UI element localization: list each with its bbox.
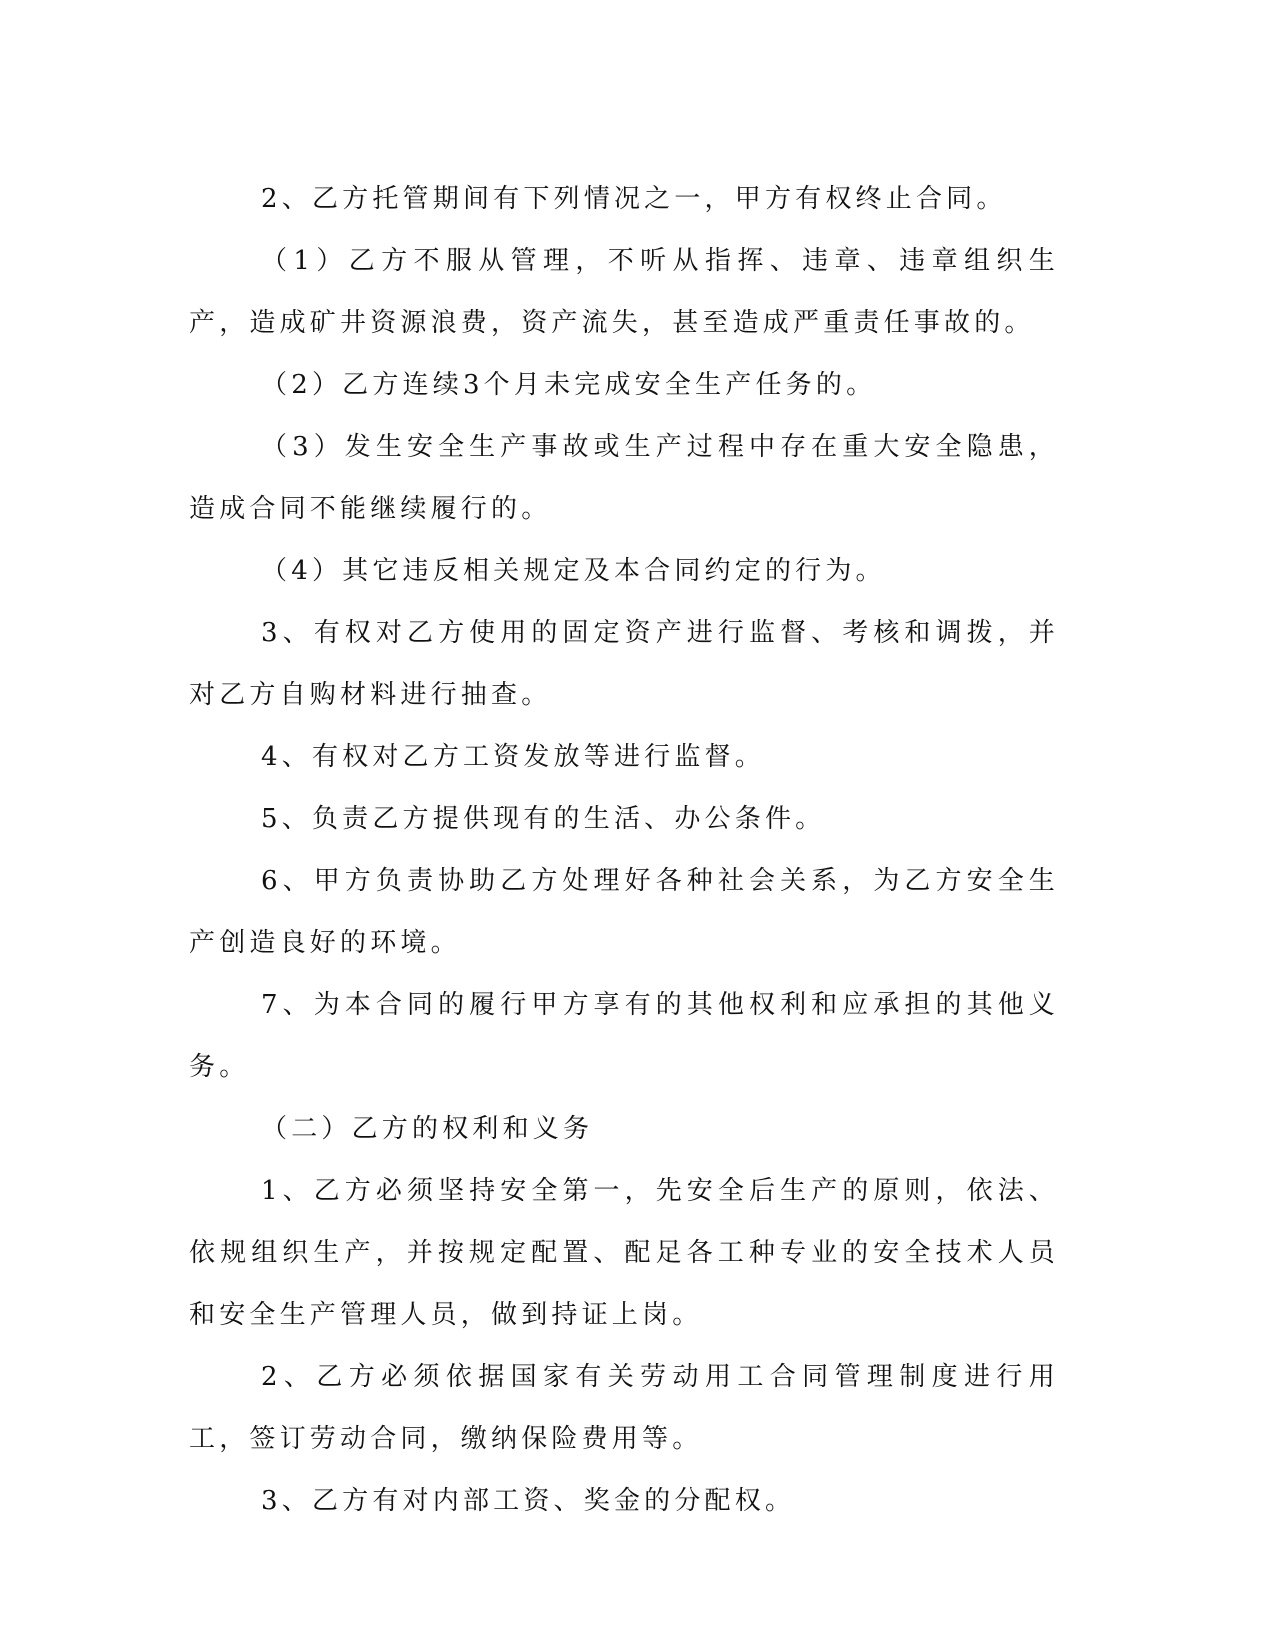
paragraph-asset-supervision: 3、有权对乙方使用的固定资产进行监督、考核和调拨，并对乙方自购材料进行抽查。 <box>189 618 1059 710</box>
paragraph-other-rights-obligations: 7、为本合同的履行甲方享有的其他权利和应承担的其他义务。 <box>189 990 1059 1082</box>
paragraph-wage-supervision: 4、有权对乙方工资发放等进行监督。 <box>261 742 765 772</box>
paragraph-item-3-safety-accident: （3）发生安全生产事故或生产过程中存在重大安全隐患，造成合同不能继续履行的。 <box>189 432 1059 524</box>
paragraph-safety-first: 1、乙方必须坚持安全第一，先安全后生产的原则，依法、依规组织生产，并按规定配置、配足各工种专业的安全技术人员和安全生产管理人员，做到持证上岗。 <box>189 1176 1059 1330</box>
paragraph-item-2-production-tasks: （2）乙方连续3个月未完成安全生产任务的。 <box>261 370 877 400</box>
paragraph-social-relations: 6、甲方负责协助乙方处理好各种社会关系，为乙方安全生产创造良好的环境。 <box>189 866 1059 958</box>
paragraph-item-1-disobedience: （1）乙方不服从管理，不听从指挥、违章、违章组织生产，造成矿井资源浪费，资产流失，甚至造成严重责任事故的。 <box>189 246 1059 338</box>
paragraph-termination-conditions: 2、乙方托管期间有下列情况之一，甲方有权终止合同。 <box>261 184 1007 214</box>
paragraph-wage-distribution: 3、乙方有对内部工资、奖金的分配权。 <box>261 1486 796 1516</box>
paragraph-item-4-other-violations: （4）其它违反相关规定及本合同约定的行为。 <box>261 556 886 586</box>
document-body <box>189 168 1059 1532</box>
section-heading-party-b: （二）乙方的权利和义务 <box>261 1114 594 1144</box>
paragraph-labor-contracts: 2、乙方必须依据国家有关劳动用工合同管理制度进行用工，签订劳动合同，缴纳保险费用等。 <box>189 1362 1059 1454</box>
paragraph-living-office-conditions: 5、负责乙方提供现有的生活、办公条件。 <box>261 804 826 834</box>
